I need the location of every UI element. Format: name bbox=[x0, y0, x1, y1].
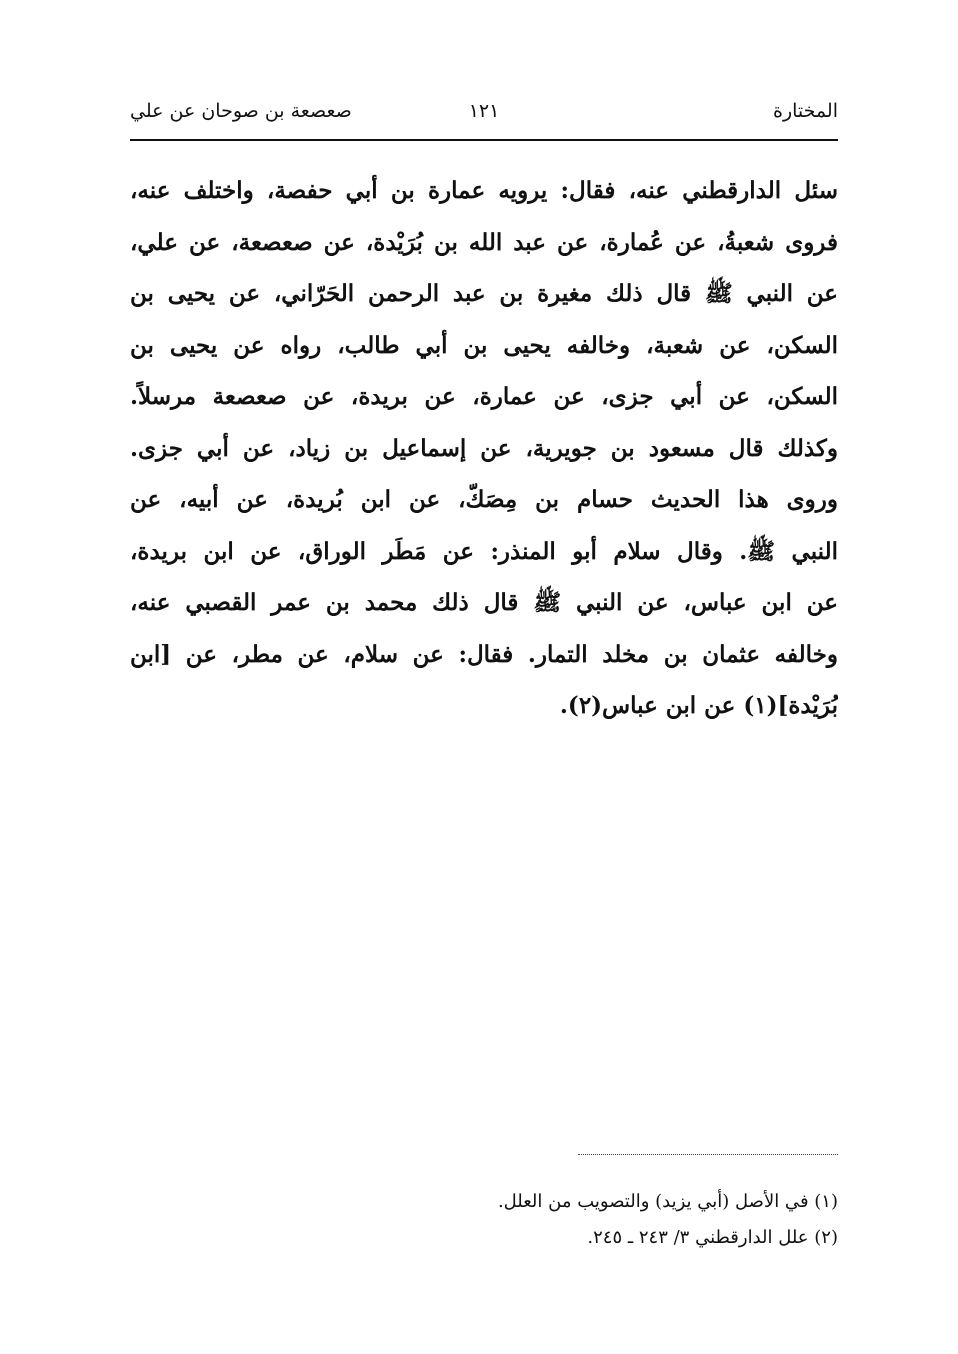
text-line: بُرَيْدة](١) عن ابن عباس(٢). bbox=[559, 692, 838, 719]
footnote-2: (٢) علل الدارقطني ٣/ ٢٤٣ ـ ٢٤٥. bbox=[587, 1227, 838, 1248]
text-line: فروى شعبةُ، عن عُمارة، عن عبد الله بن بُرَيْدة، عن صعصعة، عن علي، bbox=[130, 228, 838, 256]
text-line: عن النبي ﷺ قال ذلك مغيرة بن عبد الرحمن الحَرّاني، عن يحيى بن bbox=[130, 280, 838, 307]
text-line: عن ابن عباس، عن النبي ﷺ قال ذلك محمد بن عمر القصبي عنه، bbox=[130, 589, 838, 616]
text-line: وروى هذا الحديث حسام بن مِصَكّ، عن ابن بُريدة، عن أبيه، عن bbox=[130, 486, 838, 513]
text-line: سئل الدارقطني عنه، فقال: يرويه عمارة بن أبي حفصة، واختلف عنه، bbox=[130, 177, 838, 204]
running-header bbox=[130, 100, 838, 134]
header-rule bbox=[130, 139, 838, 141]
footnote-1: (١) في الأصل (أبي يزيد) والتصويب من العلل. bbox=[497, 1191, 838, 1212]
main-text bbox=[130, 165, 838, 732]
text-line: النبي ﷺ. وقال سلام أبو المنذر: عن مَطَر الوراق، عن ابن بريدة، bbox=[130, 537, 838, 565]
text-line: السكن، عن شعبة، وخالفه يحيى بن أبي طالب، رواه عن يحيى بن bbox=[130, 331, 838, 359]
text-line: وكذلك قال مسعود بن جويرية، عن إسماعيل بن زياد، عن أبي جزى. bbox=[130, 434, 838, 462]
footnote-separator bbox=[578, 1154, 838, 1155]
text-line: السكن، عن أبي جزى، عن عمارة، عن بريدة، عن صعصعة مرسلاً. bbox=[130, 383, 838, 410]
page-number: ١٢١ bbox=[468, 100, 500, 122]
text-line: وخالفه عثمان بن مخلد التمار. فقال: عن سلام، عن مطر، عن [ابن bbox=[130, 640, 838, 668]
book-title: المختارة bbox=[773, 100, 838, 122]
chapter-title: صعصعة بن صوحان عن علي bbox=[130, 100, 352, 122]
footnotes bbox=[130, 1184, 838, 1256]
